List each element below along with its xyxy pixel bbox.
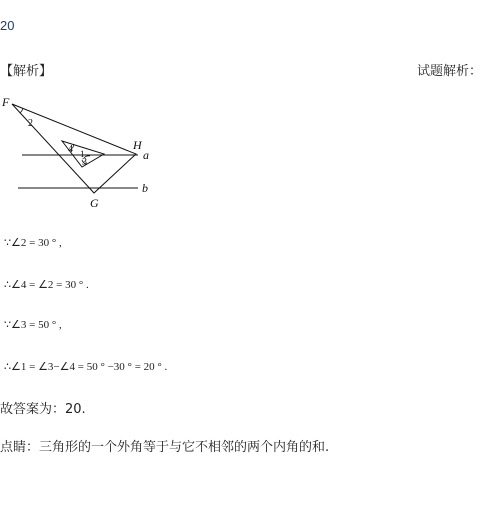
solution-step-4: ∴∠1 = ∠3−∠4 = 50 ° −30 ° = 20 ° . xyxy=(4,361,168,373)
solution-step-2: ∴∠4 = ∠2 = 30 ° . xyxy=(4,279,89,291)
solution-step-3: ∵∠3 = 50 ° , xyxy=(4,319,62,331)
label-angle-4: 4 xyxy=(68,144,73,155)
label-b: b xyxy=(142,181,148,195)
label-h: H xyxy=(133,138,142,152)
analysis-heading: 【解析】 xyxy=(0,64,53,79)
final-answer: 故答案为：20. xyxy=(0,402,86,417)
label-angle-1: 1 xyxy=(80,149,85,159)
label-f: F xyxy=(2,95,10,109)
label-a: a xyxy=(143,148,149,162)
label-g: G xyxy=(90,196,99,210)
label-angle-2: 2 xyxy=(28,118,33,129)
comment-note: 点睛：三角形的一个外角等于与它不相邻的两个内角的和. xyxy=(0,440,330,455)
solution-step-1: ∵∠2 = 30 ° , xyxy=(4,237,62,249)
geometry-figure xyxy=(0,92,170,212)
label-angle-3: 3 xyxy=(82,157,87,168)
angle-2-arc xyxy=(20,108,23,113)
solution-heading: 试题解析： xyxy=(416,64,482,79)
question-number: 20 xyxy=(0,18,15,33)
